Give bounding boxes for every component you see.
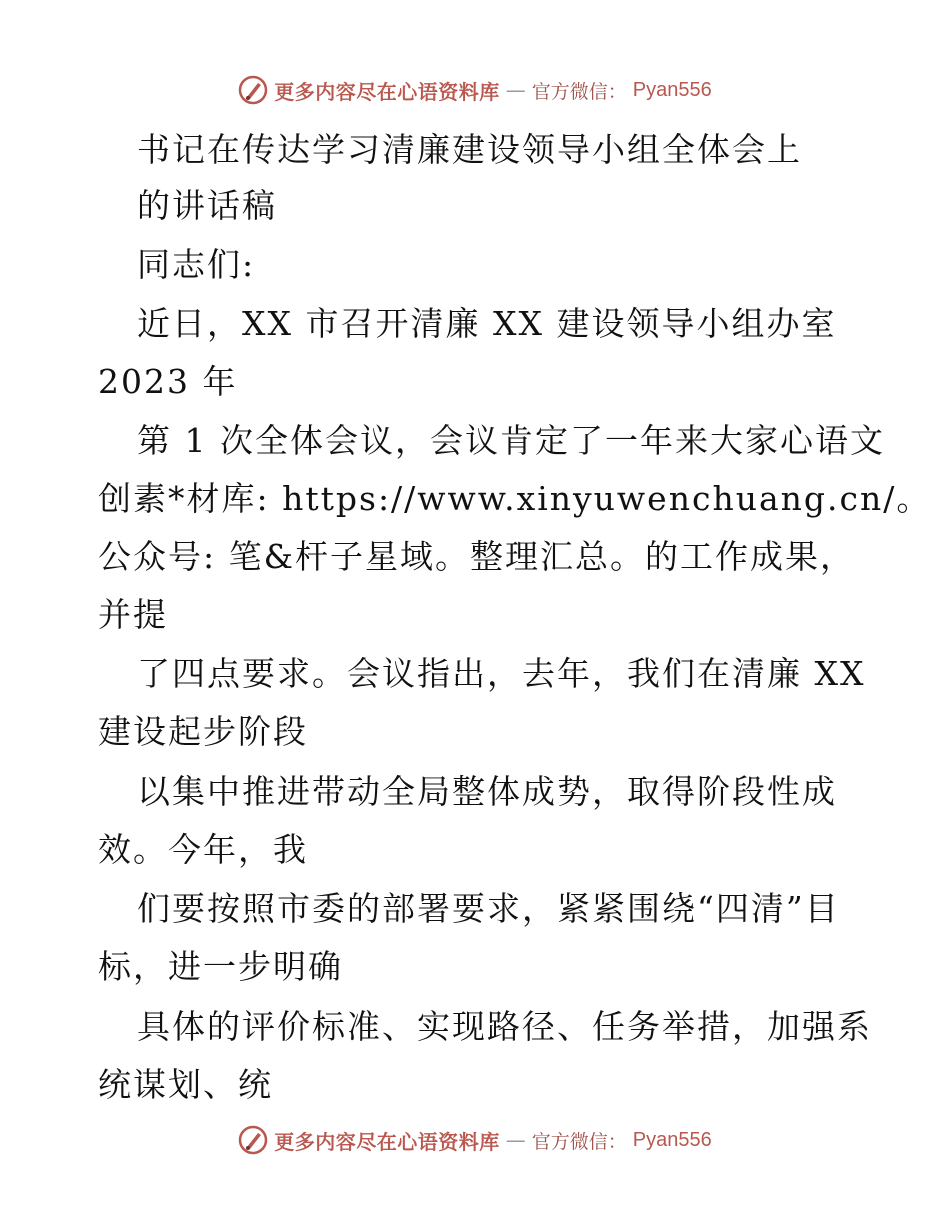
paragraph-line: 创素*材库: https://www.xinyuwenchuang.cn/。: [98, 479, 932, 518]
banner-wechat-label: 官方微信：: [531, 80, 627, 103]
paragraph-line: 第 1 次全体会议，会议肯定了一年来大家心语文: [137, 421, 885, 460]
paragraph-line: 2023 年: [98, 362, 238, 401]
paragraph-line: 公众号: 笔&杆子星域。整理汇总。的工作成果，: [98, 537, 855, 576]
banner-separator: —: [505, 1128, 526, 1152]
banner-wechat-label: 官方微信：: [531, 1130, 627, 1153]
pen-logo-icon: [238, 1125, 268, 1155]
paragraph-line: 了四点要求。会议指出，去年，我们在清廉 XX: [137, 654, 866, 693]
paragraph-line: 近日，XX 市召开清廉 XX 建设领导小组办室: [137, 304, 837, 343]
paragraph-line: 以集中推进带动全局整体成势，取得阶段性成: [137, 772, 837, 811]
paragraph-line: 们要按照市委的部署要求，紧紧围绕“四清”目: [137, 889, 840, 928]
document-title-line-1: 书记在传达学习清廉建设领导小组全体会上: [137, 130, 802, 169]
paragraph-line: 并提: [98, 595, 168, 634]
paragraph-line: 统谋划、统: [98, 1065, 273, 1104]
salutation: 同志们:: [137, 245, 256, 284]
banner-wechat-id: Pyan556: [632, 1128, 712, 1151]
header-watermark-banner: [0, 70, 950, 110]
banner-main-text: 更多内容尽在心语资料库: [274, 1129, 500, 1154]
paragraph-line: 具体的评价标准、实现路径、任务举措，加强系: [137, 1007, 872, 1046]
document-title-line-2: 的讲话稿: [137, 186, 277, 225]
banner-separator: —: [505, 78, 526, 102]
paragraph-line: 建设起步阶段: [98, 712, 308, 751]
banner-main-text: 更多内容尽在心语资料库: [274, 79, 500, 104]
paragraph-line: 标，进一步明确: [98, 947, 343, 986]
paragraph-line: 效。今年，我: [98, 830, 308, 869]
footer-watermark-banner: [0, 1120, 950, 1160]
pen-logo-icon: [238, 75, 268, 105]
banner-wechat-id: Pyan556: [632, 78, 712, 101]
